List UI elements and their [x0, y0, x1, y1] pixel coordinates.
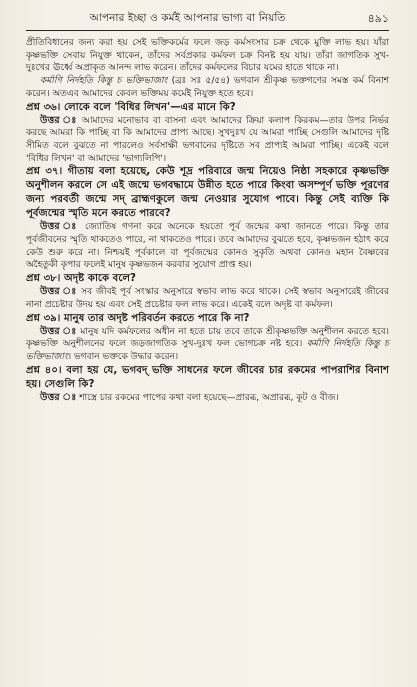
- answer-38: [26, 286, 389, 311]
- question-text: অদৃষ্ট কাকে বলে?: [60, 273, 136, 285]
- answer-label: উত্তর ঃ: [40, 114, 78, 126]
- paragraph-text: (ব্রঃ সঃ ৫/৫৪) ভগবান শ্রীকৃষ্ণ ভক্তগণের সমস্ত কর্ম বিনাশ করেন। অতএব আমাদের কেবল ভক্তিময় কর্মেই নিযুক্ত হতে হবে।: [26, 76, 390, 99]
- question-36: [26, 101, 389, 115]
- page-number: ৪৯১: [367, 12, 389, 25]
- answer-40: [26, 392, 389, 405]
- answer-36: [26, 115, 389, 166]
- paragraph: [26, 37, 389, 75]
- question-label: প্রশ্ন ৩৬।: [26, 101, 61, 113]
- question-40: [26, 364, 389, 392]
- question-label: প্রশ্ন ৩৯।: [26, 312, 61, 324]
- answer-label: উত্তর ঃ: [40, 325, 77, 337]
- answer-text: সব জীবই পূর্ব সংস্কার অনুসারে স্বভাব লাভ করে থাকে। সেই স্বভাব অনুসারেই জীবের নানা প্রচেষ্টার উদয় হয় এবং সেই প্রচেষ্টার ফল লাভ করে। একেই বলে অদৃষ্ট বা কর্মফল।: [26, 287, 389, 310]
- answer-label: উত্তর ঃ: [40, 221, 80, 233]
- answer-37: [26, 221, 389, 272]
- question-39: [26, 312, 389, 326]
- answer-text: আমাদের মনোভাব বা বাসনা এবং আমাদের ক্রিয়া কলাপ কিরকম—তার উপর নির্ভর করছে আমরা কি পাচ্ছি বা কি আমাদের প্রাপ্য আছে। সুখদুঃখ যে আমরা পাচ্ছি সেগুলি আমাদের দৃষ্টি সীমিত বলে বুঝতে না পারলেও সর্বসাক্ষী ভগবানের দৃষ্টিতে সব প্রাপ্যই আমরা পাচ্ছি। একেই বলে 'বিধির লিখন' বা আমাদের 'ভাগ্যলিপি'।: [26, 115, 389, 164]
- chapter-title: আপনার ইচ্ছা ও কর্মই আপনার ভাগ্য বা নিয়তি: [89, 12, 286, 24]
- question-38: [26, 272, 389, 286]
- answer-text: মানুষ যদি কর্মফলের অধীন না হতে চায় তবে তাকে শ্রীকৃষ্ণভক্তি অনুশীলন করতে হবে। কৃষ্ণভক্তি অনুশীলনের ফলে জড়জাগতিক সুখ-দুঃখ ফল ভোগচক্র নষ্ট হবে।: [26, 326, 389, 350]
- question-text: বলা হয় যে, ভগবদ্ ভক্তি সাধনের ফলে জীবের চার রকমের পাপরাশির বিনাশ হয়। সেগুলি কি?: [26, 364, 389, 390]
- question-label: প্রশ্ন ৪০।: [26, 364, 62, 376]
- answer-label: উত্তর ঃ: [40, 391, 77, 403]
- answer-label: উত্তর ঃ: [40, 286, 78, 298]
- answer-39: [26, 326, 389, 364]
- paragraph-text: প্রীতিবিধানের জন্য করা হয় সেই ভক্তিকর্মের ফলে জড় কর্মসংসার চক্র থেকে মুক্তি লাভ হয়। যাঁরা কৃষ্ণভক্তি সেবায় নিযুক্ত থাকেন, তাঁদের সর্বপ্রকার কর্মফল চক্র বিনষ্ট হয় যায়। তাঁরা জাগতিক সুখ-দুঃখের ঊর্ধ্বে অপ্রাকৃত আনন্দ লাভ করেন। তাঁদের কর্মফলের বিচার যমের হাতে থাকে না।: [26, 38, 389, 74]
- verse-quote: কর্মাণি নির্দহতি কিন্তু চ ভক্তিভাজাং: [26, 339, 389, 362]
- question-text: মানুষ তার অদৃষ্ট পরিবর্তন করতে পারে কি না?: [60, 312, 250, 324]
- verse-paragraph: [26, 75, 389, 100]
- verse-quote: কর্মাণি নির্দহতি কিন্তু চ ভক্তিভাজাং: [40, 76, 168, 87]
- question-label: প্রশ্ন ৩৭।: [26, 166, 63, 178]
- question-text: লোকে বলে 'বিধির লিখন'—এর মানে কি?: [60, 101, 236, 113]
- answer-text: । ভগবান ভক্তকে উদ্ধার করেন।: [67, 351, 179, 362]
- answer-text: শাস্ত্রে চার রকমের পাপের কথা বলা হয়েছে—প্রারব্ধ, অপ্রারব্ধ, কূট ও বীজ।: [76, 392, 339, 403]
- question-37: [26, 165, 389, 221]
- question-label: প্রশ্ন ৩৮।: [26, 273, 61, 285]
- answer-text: জ্যোতিষ গণনা করে অনেকে হয়তো পূর্ব জন্মের কথা জানতে পারে। কিন্তু তার পূর্বজীবনের স্মৃতি থাকতেও পারে, না থাকতেও পারে। তবে আমাদের বুঝতে হবে, কৃষ্ণভজন হঠাৎ করে কেউ শুরু করে না। নিশ্চয়ই পূর্বকালে বা পূর্বজন্মের কোনও সুকৃতি অথবা কোনও মহান বৈষ্ণবের অহৈতুকী কৃপার ফলেই মানুষ কৃষ্ণভজন করবার সুযোগ প্রাপ্ত হয়।: [26, 222, 389, 271]
- page-content: [26, 37, 389, 404]
- running-header: [26, 10, 389, 31]
- question-text: গীতায় বলা হয়েছে, কেউ শূদ্র পরিবারে জন্ম নিয়েও নিষ্ঠা সহকারে কৃষ্ণভক্তি অনুশীলন করলে সে এই জন্মে ভগবদ্ধামে উন্নীত হতে পারে কিংবা অসম্পূর্ণ ভক্তি পূরণের জন্য পরবর্তী জন্মে সদ্ ব্রাহ্মণকুলে জন্ম নেওয়ার সুযোগ পাবে। কিন্তু সেই ব্যক্তি কি পূর্বজন্মের স্মৃতি মনে করতে পারবে?: [26, 166, 389, 220]
